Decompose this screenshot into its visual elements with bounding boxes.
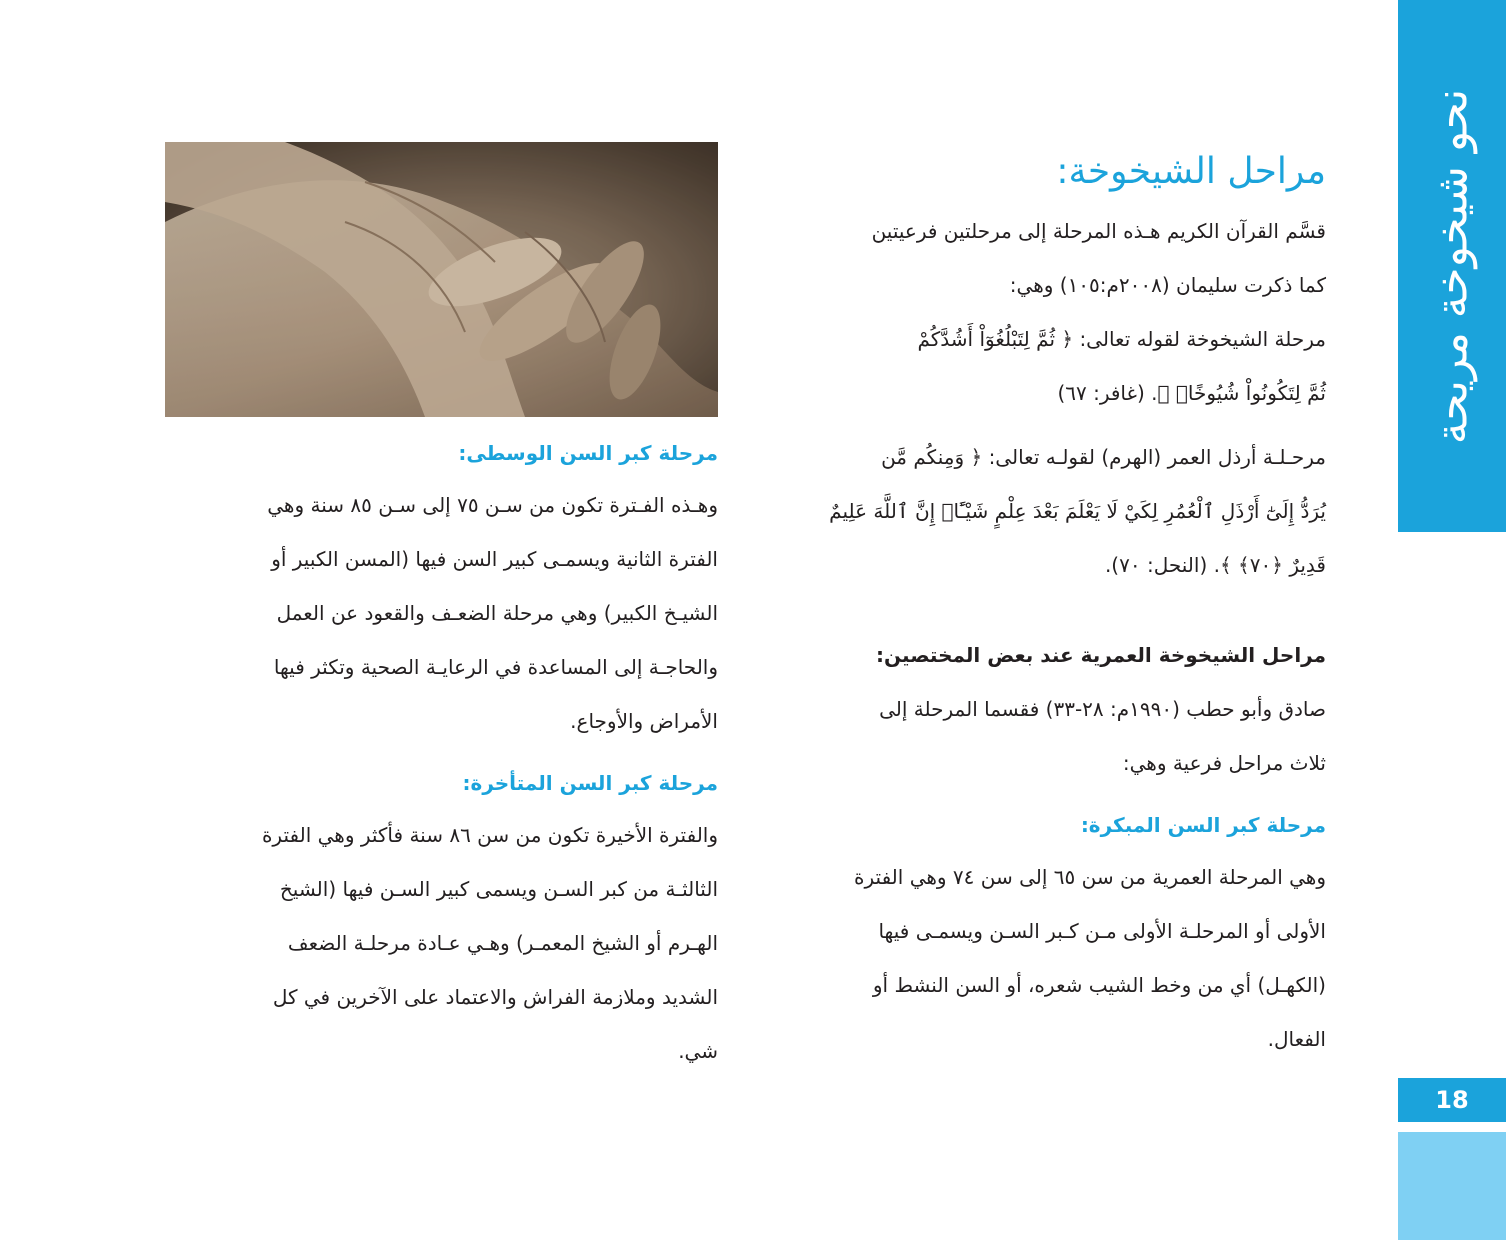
specialists-subheading: مراحل الشيخوخة العمرية عند بعض المختصين: xyxy=(876,643,1326,667)
late-line-4: الشديد وملازمة الفراش والاعتماد على الآخرين في كل xyxy=(272,985,718,1009)
middle-line-4: والحاجـة إلى المساعدة في الرعايـة الصحية وتكثر فيها xyxy=(273,655,718,679)
middle-line-2: الفترة الثانية ويسمـى كبير السن فيها (المسن الكبير أو xyxy=(271,547,718,571)
section-heading: مراحل الشيخوخة: xyxy=(1056,151,1326,192)
page-number: 18 xyxy=(1398,1078,1506,1122)
specialists-line-2: ثلاث مراحل فرعية وهي: xyxy=(1122,751,1326,775)
verse2-line-2: يُرَدُّ إِلَىٰٓ أَرْذَلِ ٱلْعُمُرِ لِكَيْ لَا يَعْلَمَ بَعْدَ عِلْمٍ شَيْـًٔاۚ إِنَّ ٱللَّهَ عَلِيمٌ xyxy=(829,499,1326,523)
early-stage-subheading: مرحلة كبر السن المبكرة: xyxy=(1080,813,1326,837)
verse2-line-3: قَدِيرٌ ﴿٧٠﴾ ﴾. (النحل: ٧٠). xyxy=(1104,553,1326,577)
left-column xyxy=(165,428,718,1078)
verse1-line-1: مرحلة الشيخوخة لقوله تعالى: ﴿ ثُمَّ لِتَبْلُغُوٓاْ أَشُدَّكُمْ xyxy=(917,327,1326,351)
verse1-line-2: ثُمَّ لِتَكُونُواْ شُيُوخًاۚ ﴾. (غافر: ٦٧) xyxy=(1057,381,1326,405)
late-line-5: شي. xyxy=(678,1039,718,1063)
intro-line-1: قسَّم القرآن الكريم هـذه المرحلة إلى مرحلتين فرعيتين xyxy=(871,219,1326,243)
middle-stage-subheading: مرحلة كبر السن الوسطى: xyxy=(458,441,718,465)
side-tab-footer-block xyxy=(1398,1132,1506,1240)
hands-photo xyxy=(165,142,718,417)
middle-line-5: الأمراض والأوجاع. xyxy=(570,709,718,733)
early-line-2: الأولى أو المرحلـة الأولى مـن كـبر السـن ويسمـى فيها xyxy=(878,919,1326,943)
late-line-3: الهـرم أو الشيخ المعمـر) وهـي عـادة مرحلـة الضعف xyxy=(287,931,718,955)
middle-line-1: وهـذه الفـترة تكون من سـن ٧٥ إلى سـن ٨٥ سنة وهي xyxy=(267,493,718,517)
late-stage-subheading: مرحلة كبر السن المتأخرة: xyxy=(462,771,718,795)
early-line-3: (الكهـل) أي من وخط الشيب شعره، أو السن النشط أو xyxy=(872,973,1326,997)
middle-line-3: الشيـخ الكبير) وهي مرحلة الضعـف والقعود عن العمل xyxy=(276,601,718,625)
late-line-1: والفترة الأخيرة تكون من سن ٨٦ سنة فأكثر وهي الفترة xyxy=(261,823,718,847)
side-tab-title: نحو شيخوخة مريحة xyxy=(1426,88,1478,444)
late-line-2: الثالثـة من كبر السـن ويسمى كبير السـن فيها (الشيخ xyxy=(279,877,718,901)
specialists-line-1: صادق وأبو حطب (١٩٩٠م: ٢٨-٣٣) فقسما المرحلة إلى xyxy=(879,697,1326,721)
side-tab xyxy=(1398,0,1506,532)
hands-illustration xyxy=(165,142,718,417)
early-line-4: الفعال. xyxy=(1267,1027,1326,1051)
intro-line-2: كما ذكرت سليمان (٢٠٠٨م:١٠٥) وهي: xyxy=(1009,273,1326,297)
early-line-1: وهي المرحلة العمرية من سن ٦٥ إلى سن ٧٤ وهي الفترة xyxy=(854,865,1326,889)
right-column xyxy=(776,148,1326,1066)
verse2-line-1: مرحـلـة أرذل العمر (الهرم) لقولـه تعالى: ﴿ وَمِنكُم مَّن xyxy=(881,445,1326,469)
